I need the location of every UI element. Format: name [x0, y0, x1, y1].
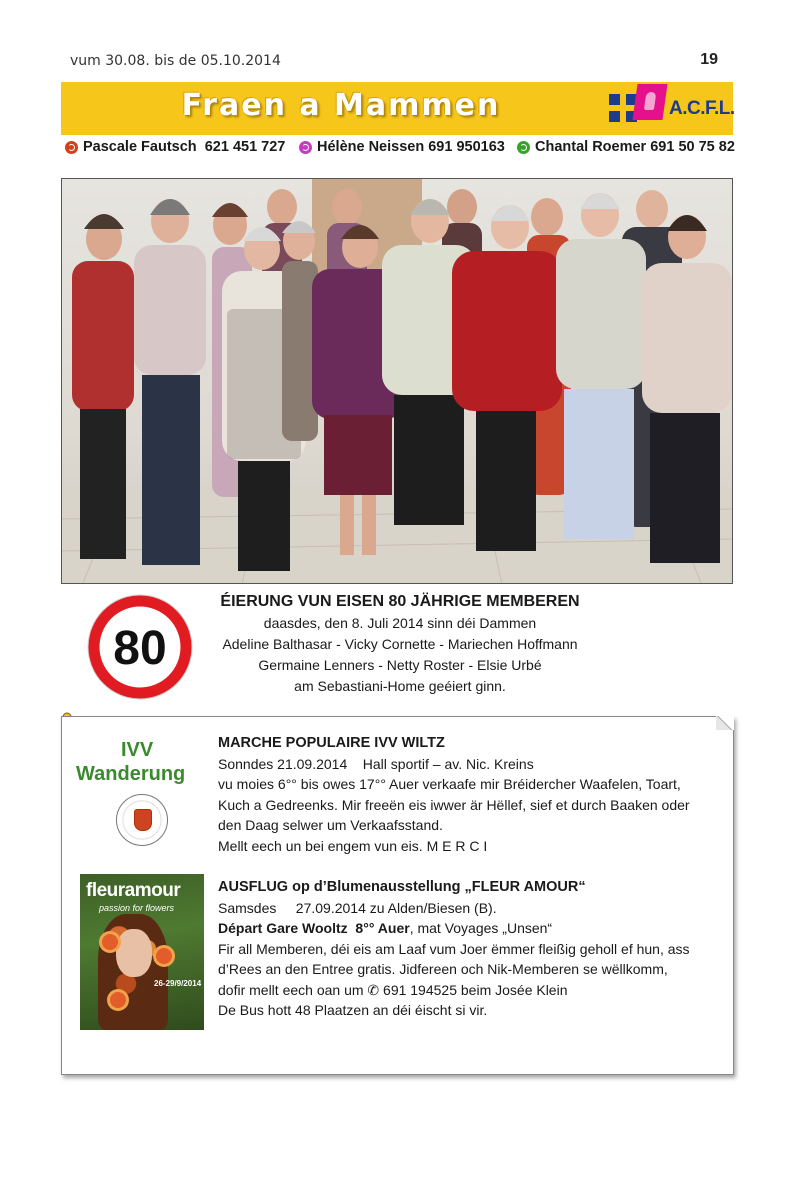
event-title: MARCHE POPULAIRE IVV WILTZ: [218, 735, 445, 751]
acfl-logo: [609, 84, 735, 132]
poster-brand: fleuramour: [86, 880, 181, 901]
section-banner: [61, 82, 733, 135]
date-range: vum 30.08. bis de 05.10.2014: [70, 53, 281, 69]
poster-face-art: [116, 929, 152, 977]
honor-line: Germaine Lenners - Netty Roster - Elsie Urbé: [258, 657, 542, 673]
family-icon: [632, 84, 667, 120]
contact-3: [517, 139, 737, 155]
group-photo-illustration: [62, 179, 733, 584]
event-line: d’Rees an den Entree gratis. Jidfereen och Nik-Memberen se wëllkomm,: [218, 961, 668, 977]
contacts-row: [65, 139, 745, 155]
event-line: vu moies 6°° bis owes 17°° Auer verkaafe mir Bréidercher Waafelen, Toart,: [218, 776, 681, 792]
event-line: [218, 918, 728, 939]
acfl-logo-text: A.C.F.L.: [669, 98, 735, 119]
ivv-logo-line1: IVV: [121, 739, 154, 761]
fleuramour-poster: [80, 874, 204, 1030]
ivv-logo: [76, 739, 206, 849]
contact-2: [299, 139, 517, 155]
event-line: De Bus hott 48 Plaatzen an déi éischt si vir.: [218, 1002, 488, 1018]
section-title: Fraen a Mammen: [181, 88, 501, 123]
event-line: dofir mellt eech oan um ✆ 691 194525 beim Josée Klein: [218, 981, 568, 998]
seal-icon: [116, 794, 168, 846]
contact-1: [65, 139, 299, 155]
poster-tagline: passion for flowers: [99, 903, 175, 913]
event-departure-rest: , mat Voyages „Unsen“: [409, 920, 553, 936]
contact-name: Hélène Neissen: [317, 139, 425, 155]
event-departure: Départ Gare Wooltz 8°° Auer: [218, 920, 410, 936]
badge-number: 80: [113, 622, 167, 675]
contact-name: Pascale Fautsch: [83, 139, 197, 155]
event-line: Sonndes 21.09.2014 Hall sportif – av. Nic. Kreins: [218, 755, 534, 772]
ivv-logo-line2: Wanderung: [76, 763, 186, 785]
flower-icon: [156, 948, 172, 964]
page-number: 19: [700, 51, 718, 68]
contact-name: Chantal Roemer: [535, 139, 647, 155]
event-fleur-amour: [218, 877, 728, 1021]
event-line: Kuch a Gedreenks. Mir freeën eis iwwer är Hëllef, sief et durch Baaken oder: [218, 796, 690, 813]
event-line: Fir all Memberen, déi eis am Laaf vum Joer ëmmer fleißig geholl ef hun, ass: [218, 940, 690, 957]
honor-announcement: [200, 593, 600, 697]
flower-icon: [102, 934, 118, 950]
contact-phone: 621 451 727: [204, 139, 286, 155]
honor-line: am Sebastiani-Home geéiert ginn.: [294, 678, 506, 694]
flower-icon: [110, 992, 126, 1008]
event-line: Mellt eech un bei engem vun eis. M E R C I: [218, 837, 488, 854]
event-marche-populaire: [218, 733, 728, 856]
age-80-badge: [86, 593, 194, 701]
honor-line: Adeline Balthasar - Vicky Cornette - Mariechen Hoffmann: [222, 636, 578, 652]
honor-line: daasdes, den 8. Juli 2014 sinn déi Dammen: [263, 615, 537, 631]
event-title: AUSFLUG op d’Blumenausstellung „FLEUR AMOUR“: [218, 879, 586, 895]
page-fold-corner: [716, 716, 734, 730]
notice-box: [61, 716, 734, 1075]
contact-phone: 691 50 75 82: [650, 139, 735, 155]
phone-icon: [517, 141, 530, 154]
group-photo: [61, 178, 733, 584]
contact-phone: 691 950163: [428, 139, 505, 155]
event-line: den Daag selwer um Verkaafsstand.: [218, 817, 443, 833]
phone-icon: [299, 141, 312, 154]
event-line: Samsdes 27.09.2014 zu Alden/Biesen (B).: [218, 899, 497, 916]
phone-icon: [65, 141, 78, 154]
poster-dates: 26-29/9/2014: [154, 979, 202, 988]
honor-title: ÉIERUNG VUN EISEN 80 JÄHRIGE MEMBEREN: [220, 593, 580, 610]
